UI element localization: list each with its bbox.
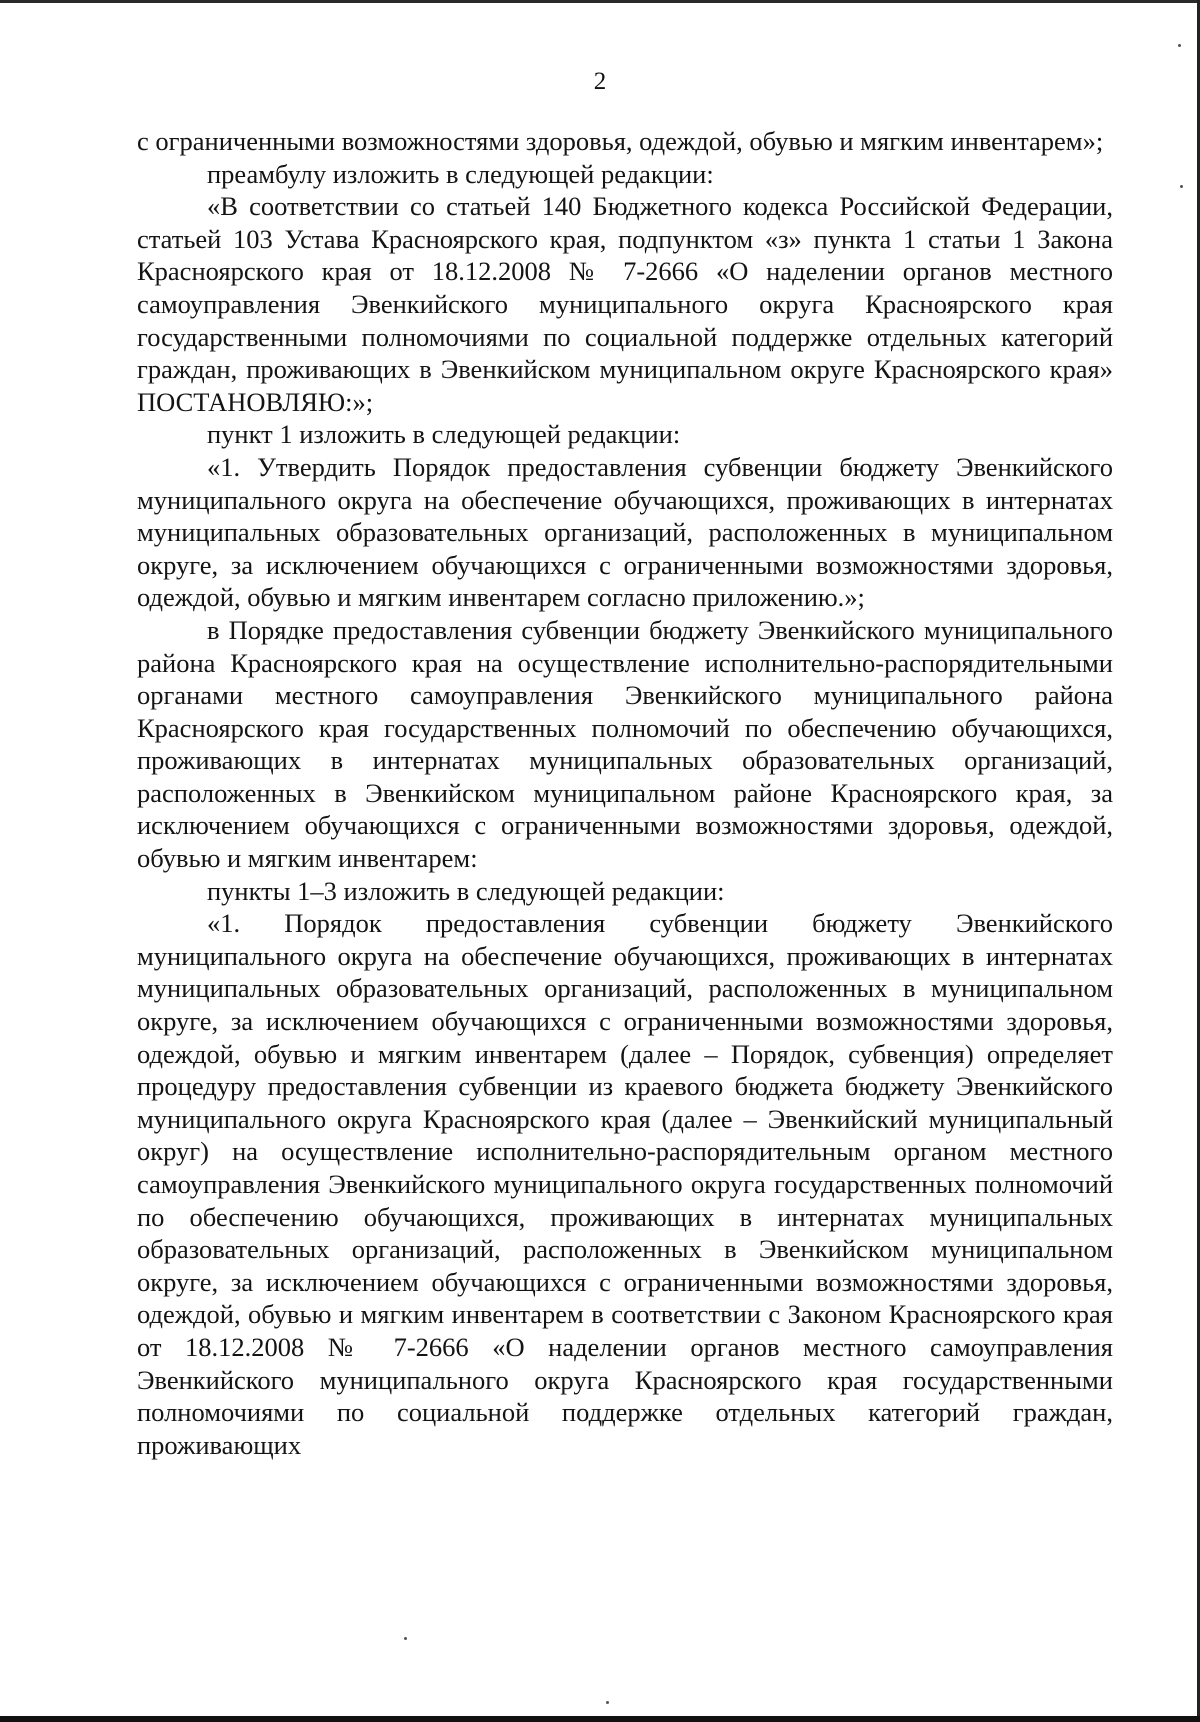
page-number: 2 (593, 68, 607, 95)
paragraph-points1-3-instruction: пункты 1–3 изложить в следующей редакции: (207, 875, 725, 906)
paragraph-preamble-instruction: преамбулу изложить в следующей редакции: (207, 158, 714, 189)
scan-bottom-edge (0, 1716, 1200, 1722)
document-body (137, 125, 1113, 1461)
paragraph-procedure-intro: в Порядке предоставления субвенции бюджету Эвенкийского муниципального района Красноярского края на осуществление исполнительно-распорядительными органами местного самоуправления Эвенкийского муниципального района Красноярского края государственных полномочий по обеспечению обучающихся, проживающих в интернатах муниципальных образовательных организаций, расположенных в Эвенкийском муниципальном районе Красноярского края, за исключением обучающихся с ограниченными возможностями здоровья, одеждой, обувью и мягким инвентарем: (137, 614, 1113, 874)
scan-speck (1178, 44, 1181, 47)
paragraph-preamble-text: «В соответствии со статьей 140 Бюджетного кодекса Российской Федерации, статьей 103 Устава Красноярского края, подпунктом «з» пункта 1 статьи 1 Закона Красноярского края от 18.12.2008 № 7-2666 «О наделении органов местного самоуправления Эвенкийского муниципального округа Красноярского края государственными полномочиями по социальной поддержке отдельных категорий граждан, проживающих в Эвенкийском муниципальном округе Красноярского края» ПОСТАНОВЛЯЮ:»; (137, 191, 1113, 417)
scan-speck (1180, 185, 1183, 188)
scan-speck (404, 1637, 407, 1640)
paragraph-point1-instruction: пункт 1 изложить в следующей редакции: (207, 419, 681, 450)
scan-speck (606, 1701, 609, 1704)
scan-top-edge (0, 0, 1200, 3)
paragraph-point1-text: «1. Утвердить Порядок предоставления субвенции бюджету Эвенкийского муниципального округа на обеспечение обучающихся, проживающих в интернатах муниципальных образовательных организаций, расположенных в муниципальном округе, за исключением обучающихся с ограниченными возможностями здоровья, одеждой, обувью и мягким инвентарем согласно приложению.»; (137, 451, 1113, 613)
paragraph-continuation: с ограниченными возможностями здоровья, одеждой, обувью и мягким инвентарем»; (137, 126, 1104, 156)
paragraph-procedure-point1: «1. Порядок предоставления субвенции бюджету Эвенкийского муниципального округа на обеспечение обучающихся, проживающих в интернатах муниципальных образовательных организаций, расположенных в муниципальном округе, за исключением обучающихся с ограниченными возможностями здоровья, одеждой, обувью и мягким инвентарем (далее – Порядок, субвенция) определяет процедуру предоставления субвенции из краевого бюджета бюджету Эвенкийского муниципального округа Красноярского края (далее – Эвенкийский муниципальный округ) на осуществление исполнительно-распорядительным органом местного самоуправления Эвенкийского муниципального округа государственных полномочий по обеспечению обучающихся, проживающих в интернатах муниципальных образовательных организаций, расположенных в Эвенкийском муниципальном округе, за исключением обучающихся с ограниченными возможностями здоровья, одеждой, обувью и мягким инвентарем в соответствии с Законом Красноярского края от 18.12.2008 № 7-2666 «О наделении органов местного самоуправления Эвенкийского муниципального округа Красноярского края государственными полномочиями по социальной поддержке отдельных категорий граждан, проживающих (137, 908, 1113, 1460)
